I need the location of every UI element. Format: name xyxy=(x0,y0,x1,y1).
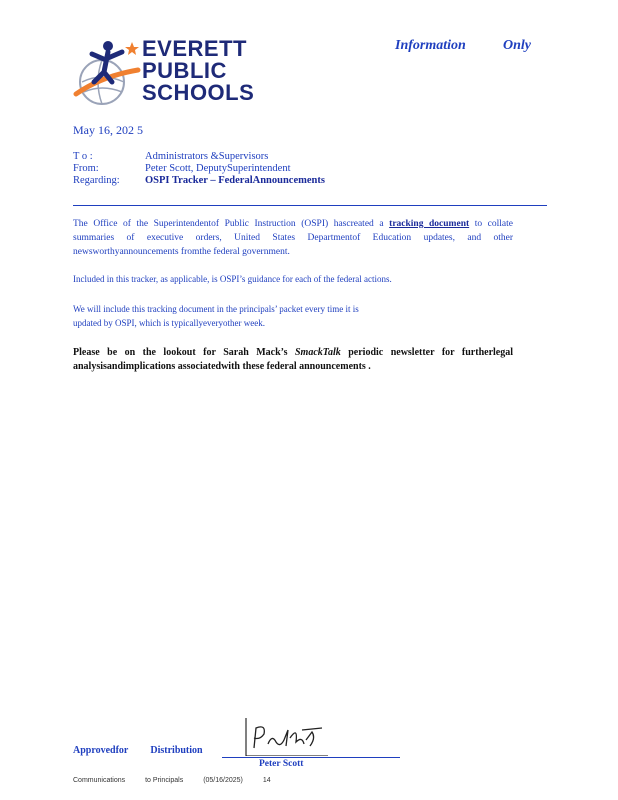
para4-text-end: periodic newsletter for furtherlegal analysisandimplications associatedwith these federal announcements . xyxy=(73,347,513,372)
paragraph-principals-packet: We will include this tracking document in the principals’ packet every time it is updated by OSPI, which is typicallyeveryother week. xyxy=(73,304,359,328)
memo-regarding-value: OSPI Tracker – FederalAnnouncements xyxy=(145,175,325,186)
logo-line-1: EVERETT xyxy=(142,36,247,61)
footer-col2: to Principals xyxy=(145,777,184,784)
runner-globe-icon xyxy=(72,36,146,110)
footer-col1: Communications xyxy=(73,777,126,784)
signer-name: Peter Scott xyxy=(259,759,304,769)
smacktalk-title: SmackTalk xyxy=(295,347,341,358)
paragraph-guidance: Included in this tracker, as applicable, is OSPI’s guidance for each of the federal actions. xyxy=(73,274,392,284)
memo-from-label: From: xyxy=(73,163,99,174)
header-divider xyxy=(73,205,547,206)
para1-text-end: to collate summaries of executive orders, United States Departmentof Education updates, and other newsworthyannouncements fromthe federal government. xyxy=(73,219,513,257)
logo-line-3: SCHOOLS xyxy=(142,80,255,105)
only-word: Only xyxy=(503,38,531,53)
page-footer xyxy=(73,777,289,784)
tracking-document-link[interactable]: tracking document xyxy=(389,219,470,229)
approved-for-distribution xyxy=(73,745,203,756)
footer-date: (05/16/2025) xyxy=(203,777,243,784)
paragraph-smacktalk xyxy=(73,346,513,374)
memo-to-value: Administrators &Supervisors xyxy=(145,151,269,162)
memo-from-value: Peter Scott, DeputySuperintendent xyxy=(145,163,291,174)
information-only-label xyxy=(395,38,531,54)
para4-text-start: Please be on the lookout for Sarah Mack’s xyxy=(73,347,295,358)
signature-line xyxy=(222,757,400,758)
memo-date: May 16, 202 5 xyxy=(73,123,143,137)
logo-line-2: PUBLIC xyxy=(142,58,227,83)
paragraph-tracker xyxy=(73,217,513,259)
info-word: Information xyxy=(395,38,466,53)
memo-regarding-label: Regarding: xyxy=(73,175,120,186)
distribution-label: Distribution xyxy=(150,745,203,756)
signature-image xyxy=(244,718,328,756)
footer-page-number: 14 xyxy=(262,777,271,784)
memo-to-label: T o : xyxy=(73,151,93,162)
para1-text-start: The Office of the Superintendentof Public Instruction (OSPI) hascreated a xyxy=(73,219,384,229)
logo-wordmark xyxy=(142,38,254,104)
approved-label: Approvedfor xyxy=(73,745,129,756)
